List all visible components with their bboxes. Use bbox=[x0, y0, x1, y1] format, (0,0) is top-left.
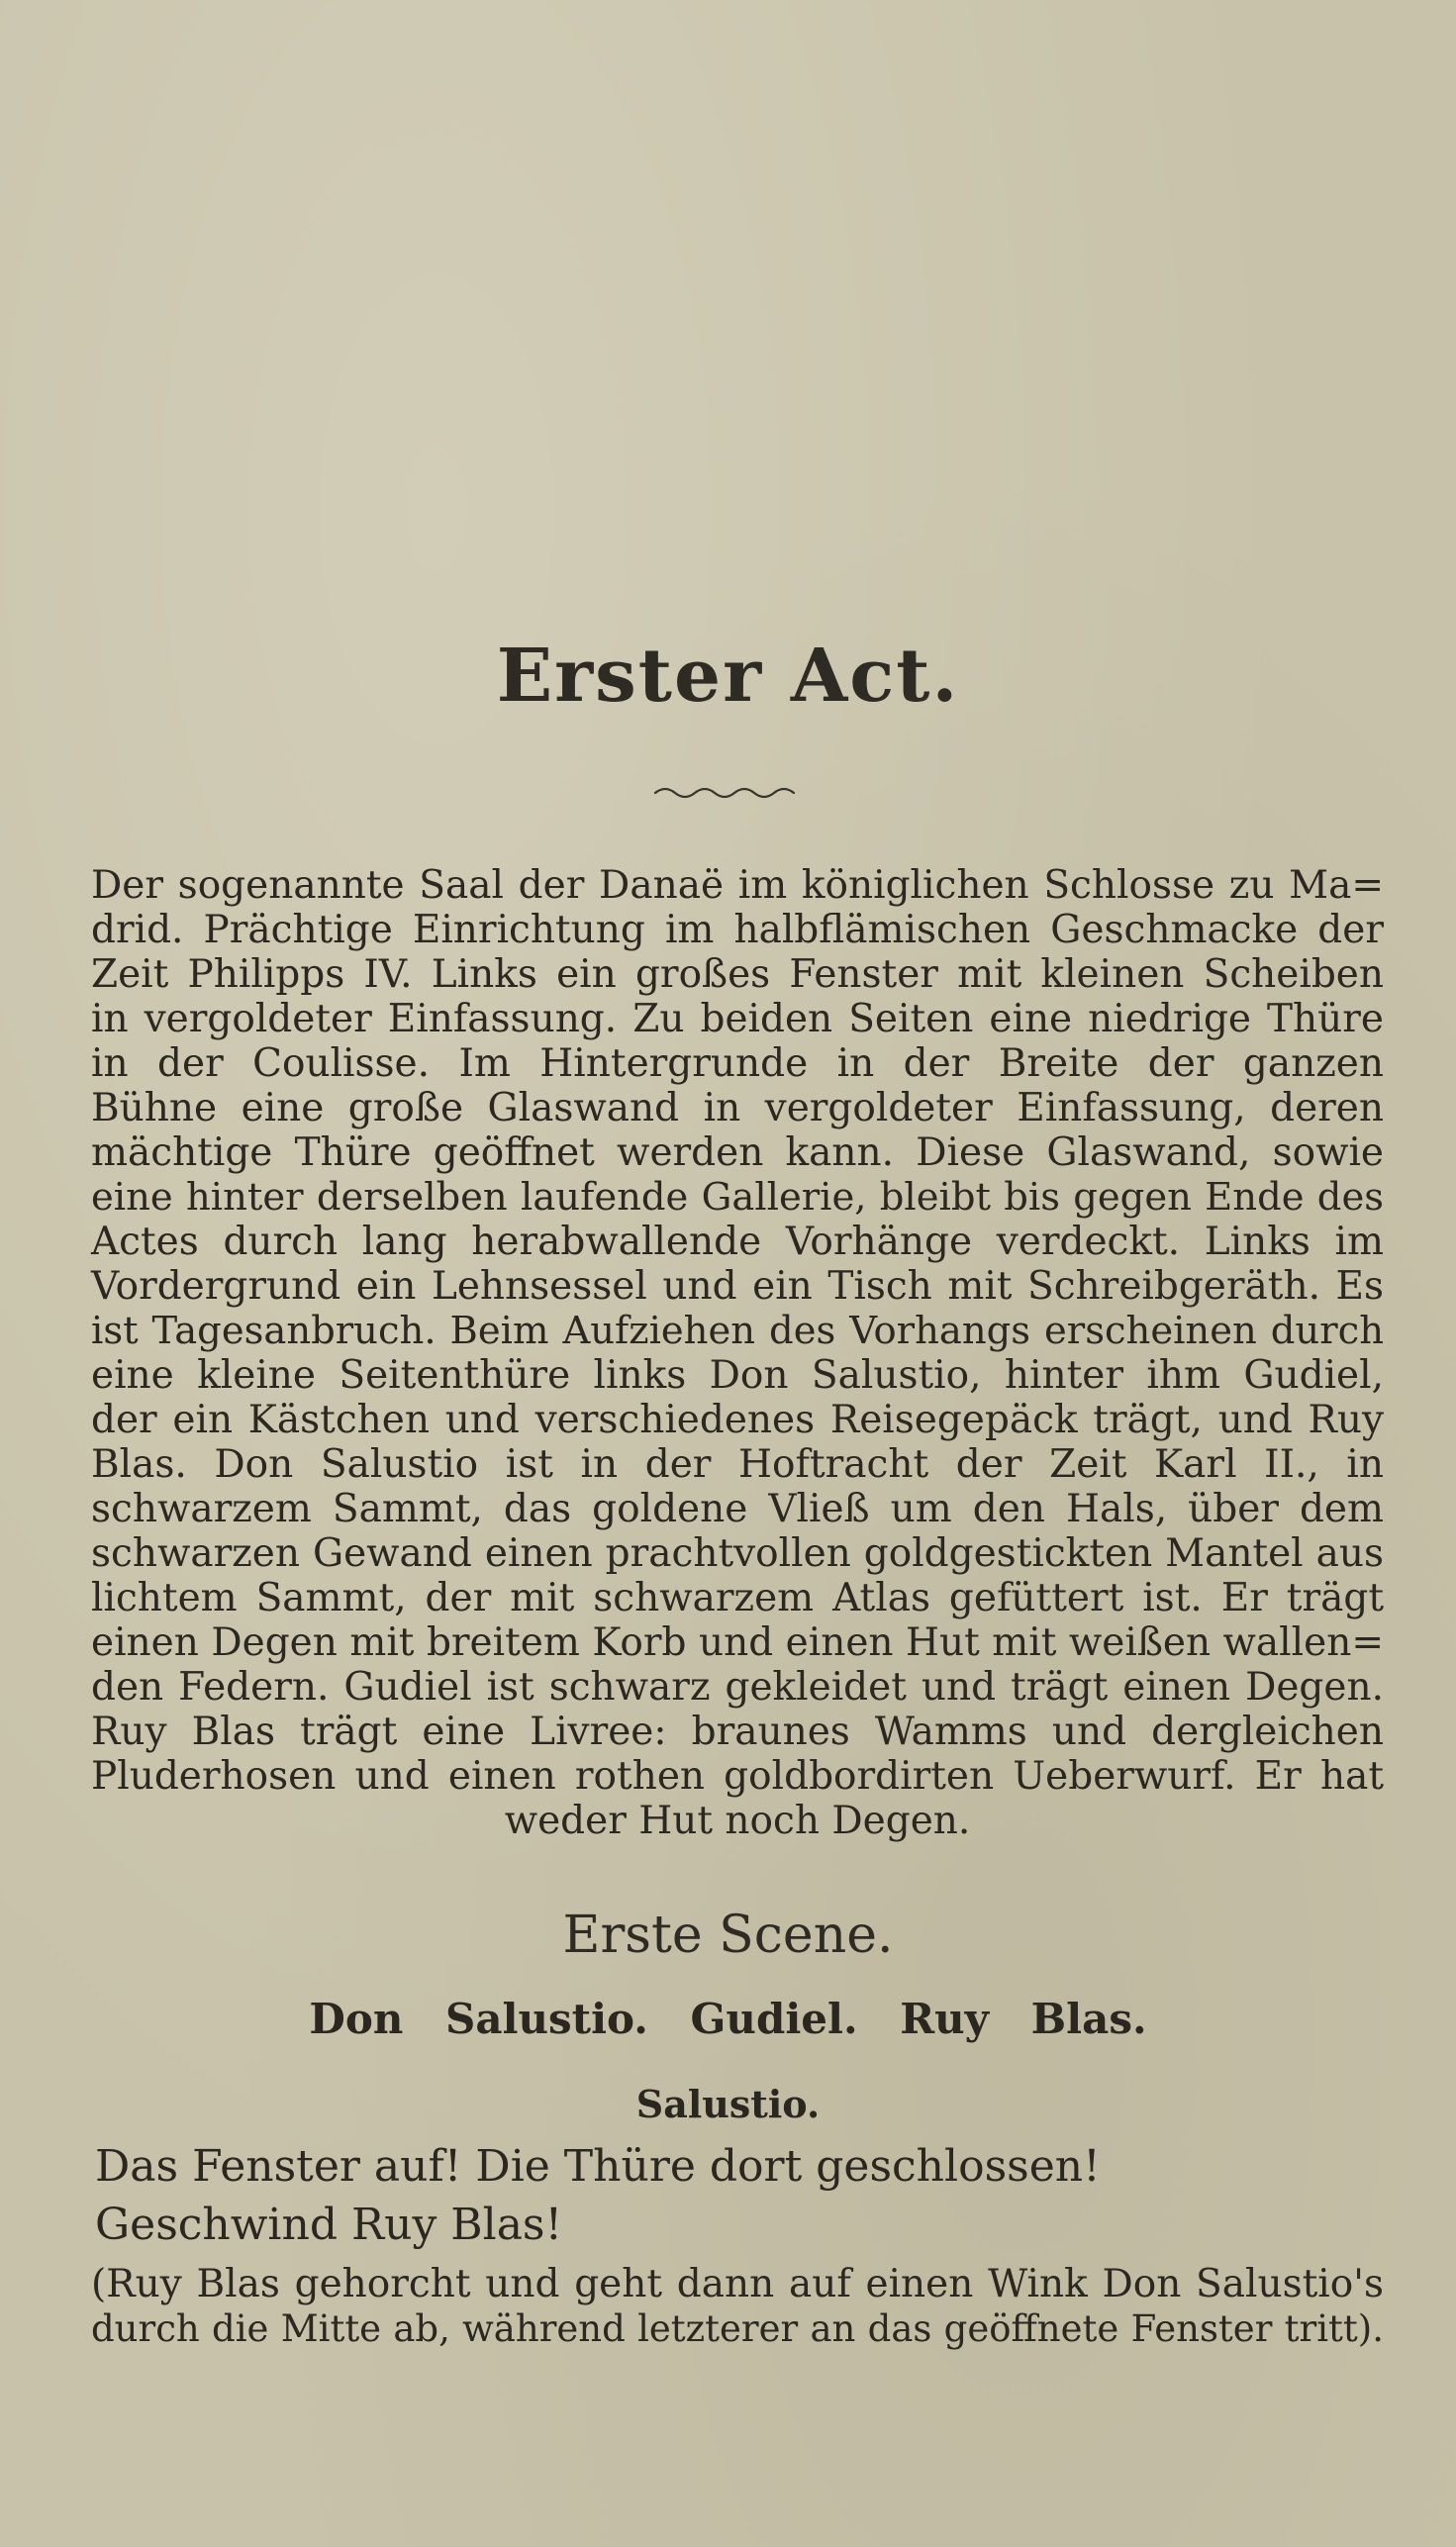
act-title: Erster Act. bbox=[496, 634, 960, 719]
description-line: schwarzem Sammt, das goldene Vließ um den Hals, über dem bbox=[91, 1487, 1384, 1531]
stage-setting-description bbox=[91, 863, 1384, 1843]
description-line: Zeit Philipps IV. Links ein großes Fenster mit kleinen Scheiben bbox=[91, 952, 1384, 997]
description-line: in der Coulisse. Im Hintergrunde in der Breite der ganzen bbox=[91, 1041, 1384, 1086]
description-line: drid. Prächtige Einrichtung im halbflämischen Geschmacke der bbox=[91, 908, 1384, 952]
speaker-name: Salustio. bbox=[635, 2082, 821, 2126]
description-line: der ein Kästchen und verschiedenes Reisegepäck trägt, und Ruy bbox=[91, 1398, 1384, 1442]
description-line: Pluderhosen und einen rothen goldbordirten Ueberwurf. Er hat bbox=[91, 1754, 1384, 1799]
verse-line: Das Fenster auf! Die Thüre dort geschlossen! bbox=[95, 2141, 1101, 2192]
description-line: einen Degen mit breitem Korb und einen Hut mit weißen wallen= bbox=[91, 1620, 1384, 1665]
description-line: ist Tagesanbruch. Beim Aufziehen des Vorhangs erscheinen durch bbox=[91, 1309, 1384, 1353]
character-list: Don Salustio. Gudiel. Ruy Blas. bbox=[309, 1995, 1147, 2043]
description-line: lichtem Sammt, der mit schwarzem Atlas gefüttert ist. Er trägt bbox=[91, 1576, 1384, 1620]
description-line: in vergoldeter Einfassung. Zu beiden Seiten eine niedrige Thüre bbox=[91, 997, 1384, 1041]
stage-direction-line: (Ruy Blas gehorcht und geht dann auf einen Wink Don Salustio's bbox=[91, 2262, 1384, 2306]
description-line: mächtige Thüre geöffnet werden kann. Diese Glaswand, sowie bbox=[91, 1130, 1384, 1175]
description-line: den Federn. Gudiel ist schwarz gekleidet und trägt einen Degen. bbox=[91, 1665, 1384, 1710]
description-line: Bühne eine große Glaswand in vergoldeter Einfassung, deren bbox=[91, 1086, 1384, 1130]
description-line: Vordergrund ein Lehnsessel und ein Tisch mit Schreibgeräth. Es bbox=[91, 1264, 1384, 1309]
description-line: Actes durch lang herabwallende Vorhänge verdeckt. Links im bbox=[91, 1220, 1384, 1264]
stage-direction bbox=[91, 2262, 1384, 2351]
wavy-rule-icon bbox=[653, 782, 802, 804]
verse-line: Geschwind Ruy Blas! bbox=[95, 2200, 563, 2250]
stage-direction-line: durch die Mitte ab, während letzterer an das geöffnete Fenster tritt). bbox=[91, 2307, 1384, 2350]
description-line-last: weder Hut noch Degen. bbox=[504, 1799, 971, 1843]
scene-title: Erste Scene. bbox=[562, 1906, 894, 1965]
description-line: eine hinter derselben laufende Gallerie, bleibt bis gegen Ende des bbox=[91, 1175, 1384, 1220]
description-line: eine kleine Seitenthüre links Don Salustio, hinter ihm Gudiel, bbox=[91, 1353, 1384, 1398]
description-line: schwarzen Gewand einen prachtvollen goldgestickten Mantel aus bbox=[91, 1531, 1384, 1576]
description-line: Ruy Blas trägt eine Livree: braunes Wamms und dergleichen bbox=[91, 1710, 1384, 1754]
description-line: Blas. Don Salustio ist in der Hoftracht der Zeit Karl II., in bbox=[91, 1442, 1384, 1487]
description-line: Der sogenannte Saal der Danaë im königlichen Schlosse zu Ma= bbox=[91, 863, 1384, 908]
